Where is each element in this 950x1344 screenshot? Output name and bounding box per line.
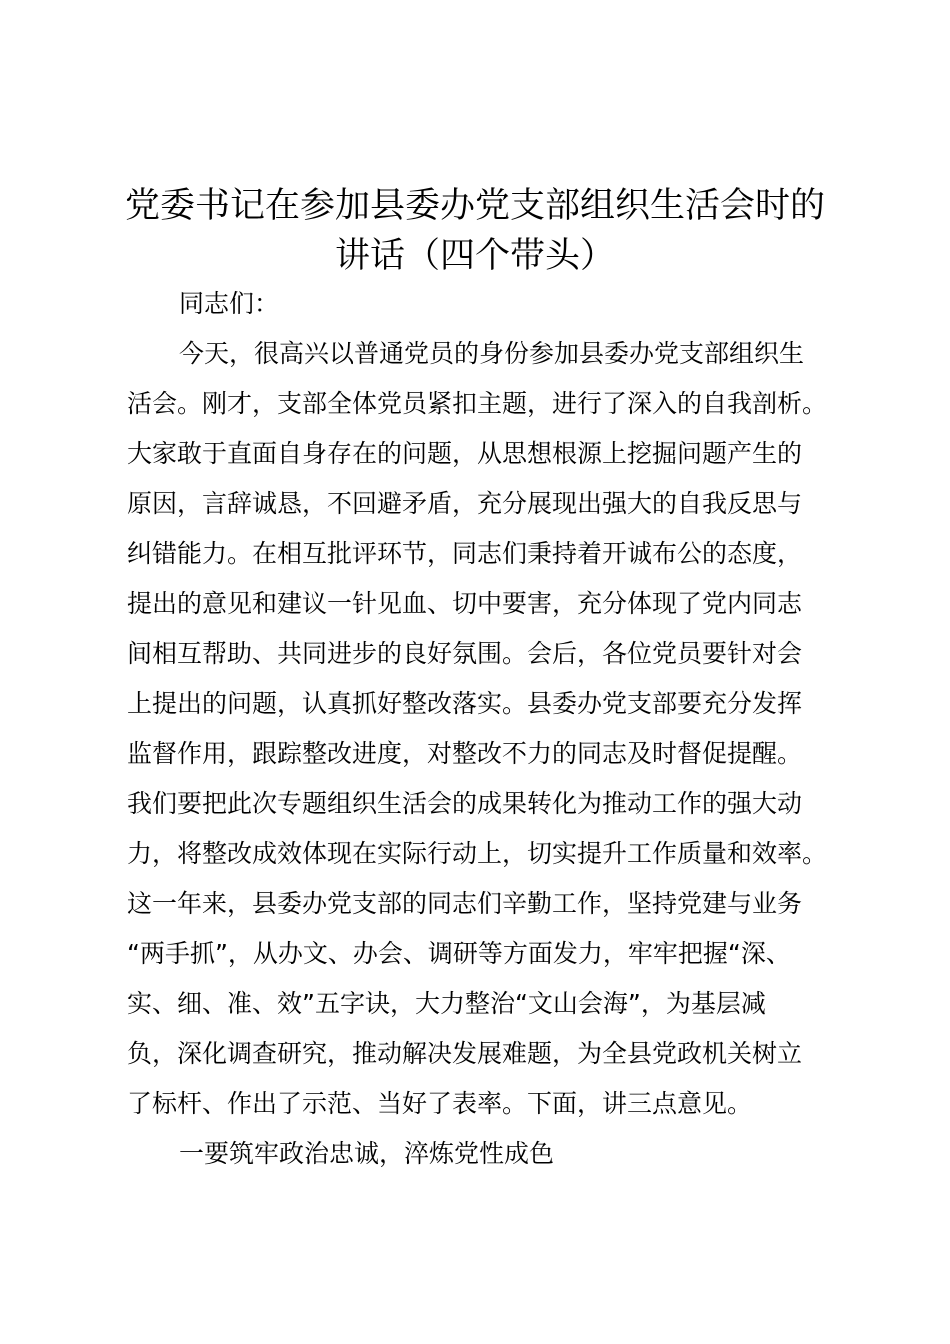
section-heading-1 — [127, 1129, 842, 1179]
paragraph-line: 间相互帮助、共同进步的良好氛围。会后，各位党员要针对会 — [127, 639, 803, 668]
greeting — [127, 279, 842, 329]
paragraph-line: 活会。刚才，支部全体党员紧扣主题，进行了深入的自我剖析。 — [127, 389, 828, 418]
paragraph-line: 上提出的问题，认真抓好整改落实。县委办党支部要充分发挥 — [127, 689, 803, 718]
paragraph-line: 今天，很高兴以普通党员的身份参加县委办党支部组织生 — [179, 339, 805, 368]
paragraph-line: 纠错能力。在相互批评环节，同志们秉持着开诚布公的态度， — [127, 539, 803, 568]
document-title-line-1: 党委书记在参加县委办党支部组织生活会时的 — [124, 186, 825, 226]
paragraph-line: 了标杆、作出了示范、当好了表率。下面，讲三点意见。 — [127, 1089, 753, 1118]
paragraph-line: 我们要把此次专题组织生活会的成果转化为推动工作的强大动 — [127, 789, 803, 818]
paragraph-1 — [127, 329, 842, 1129]
paragraph-line: 大家敢于直面自身存在的问题，从思想根源上挖掘问题产生的 — [127, 439, 803, 468]
greeting-text: 同志们： — [179, 289, 280, 318]
document-title-line-2: 讲话（四个带头） — [334, 236, 615, 276]
paragraph-line: 实、细、准、效”五字诀，大力整治“文山会海”，为基层减 — [127, 989, 766, 1018]
paragraph-line: 力，将整改成效体现在实际行动上，切实提升工作质量和效率。 — [127, 839, 828, 868]
paragraph-line: 负，深化调查研究，推动解决发展难题，为全县党政机关树立 — [127, 1039, 803, 1068]
paragraph-line: 原因，言辞诚恳，不回避矛盾，充分展现出强大的自我反思与 — [127, 489, 803, 518]
paragraph-line: “两手抓”，从办文、办会、调研等方面发力，牢牢把握“深、 — [127, 939, 791, 968]
paragraph-line: 提出的意见和建议一针见血、切中要害，充分体现了党内同志 — [127, 589, 803, 618]
document-body — [127, 279, 842, 1179]
section-heading-text: 一要筑牢政治忠诚，淬炼党性成色 — [179, 1139, 555, 1168]
paragraph-line: 这一年来，县委办党支部的同志们辛勤工作，坚持党建与业务 — [127, 889, 803, 918]
paragraph-line: 监督作用，跟踪整改进度，对整改不力的同志及时督促提醒。 — [127, 739, 803, 768]
